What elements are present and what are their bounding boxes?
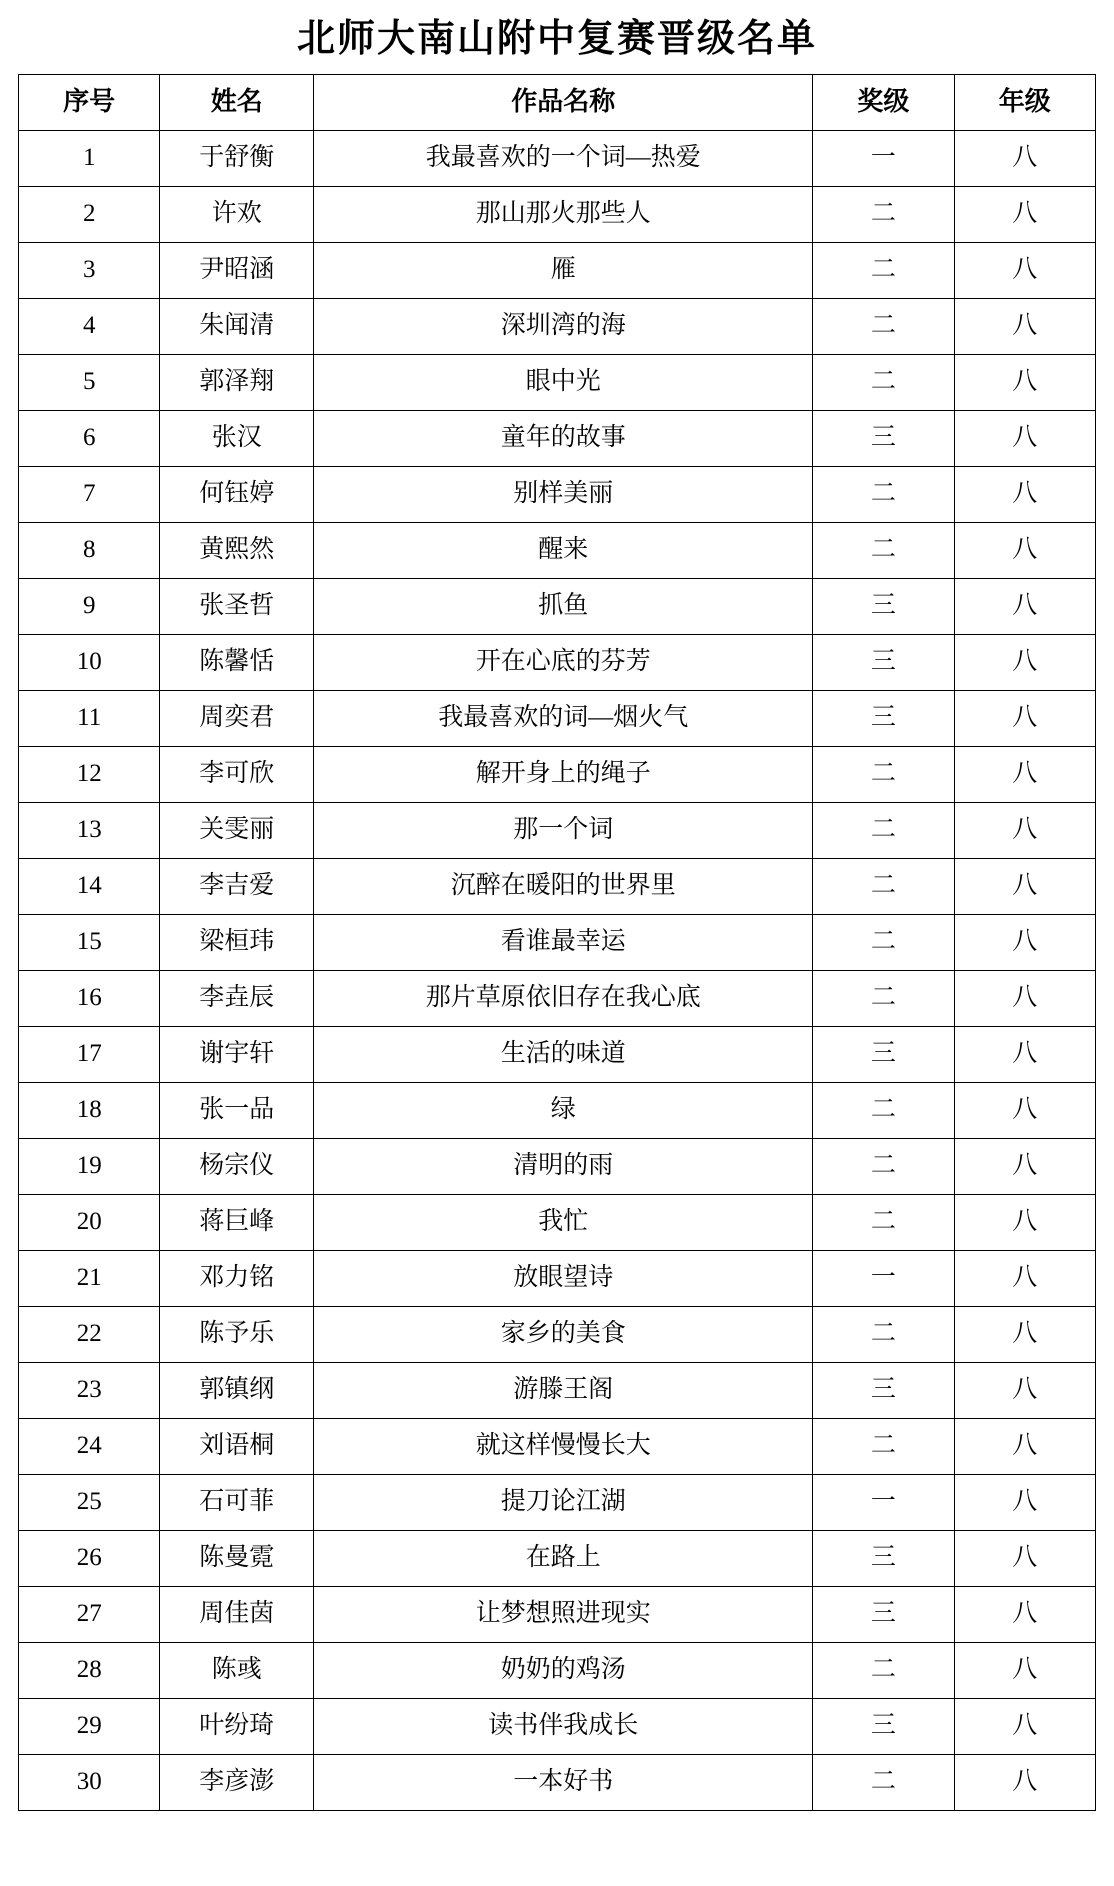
cell-grade: 八 (954, 1194, 1095, 1250)
cell-work: 绿 (314, 1082, 813, 1138)
cell-work: 抓鱼 (314, 578, 813, 634)
cell-work: 深圳湾的海 (314, 298, 813, 354)
cell-work: 提刀论江湖 (314, 1474, 813, 1530)
table-row (19, 1530, 1096, 1586)
cell-grade: 八 (954, 1082, 1095, 1138)
cell-index: 13 (19, 802, 160, 858)
cell-index: 12 (19, 746, 160, 802)
cell-grade: 八 (954, 802, 1095, 858)
cell-work: 我最喜欢的一个词—热爱 (314, 130, 813, 186)
cell-grade: 八 (954, 410, 1095, 466)
cell-award: 二 (813, 802, 954, 858)
cell-name: 朱闻清 (160, 298, 314, 354)
table-row (19, 578, 1096, 634)
cell-grade: 八 (954, 1026, 1095, 1082)
results-table (18, 74, 1096, 1811)
cell-award: 一 (813, 130, 954, 186)
cell-grade: 八 (954, 522, 1095, 578)
cell-award: 二 (813, 522, 954, 578)
table-row (19, 1026, 1096, 1082)
table-row (19, 914, 1096, 970)
cell-index: 1 (19, 130, 160, 186)
cell-work: 一本好书 (314, 1754, 813, 1810)
cell-index: 22 (19, 1306, 160, 1362)
column-header-work: 作品名称 (314, 74, 813, 130)
cell-award: 二 (813, 186, 954, 242)
cell-name: 黄熙然 (160, 522, 314, 578)
table-row (19, 1306, 1096, 1362)
cell-award: 三 (813, 1586, 954, 1642)
table-row (19, 466, 1096, 522)
cell-name: 张圣哲 (160, 578, 314, 634)
table-row (19, 186, 1096, 242)
cell-index: 23 (19, 1362, 160, 1418)
cell-index: 5 (19, 354, 160, 410)
column-header-index: 序号 (19, 74, 160, 130)
cell-work: 别样美丽 (314, 466, 813, 522)
cell-name: 张汉 (160, 410, 314, 466)
cell-work: 那一个词 (314, 802, 813, 858)
cell-index: 11 (19, 690, 160, 746)
table-row (19, 1642, 1096, 1698)
cell-work: 醒来 (314, 522, 813, 578)
cell-award: 一 (813, 1474, 954, 1530)
cell-award: 二 (813, 1194, 954, 1250)
cell-grade: 八 (954, 858, 1095, 914)
cell-name: 李吉爱 (160, 858, 314, 914)
table-row (19, 1698, 1096, 1754)
cell-name: 李垚辰 (160, 970, 314, 1026)
cell-work: 在路上 (314, 1530, 813, 1586)
cell-name: 张一品 (160, 1082, 314, 1138)
cell-index: 25 (19, 1474, 160, 1530)
cell-award: 二 (813, 466, 954, 522)
cell-award: 三 (813, 1530, 954, 1586)
table-row (19, 1754, 1096, 1810)
cell-name: 杨宗仪 (160, 1138, 314, 1194)
table-row (19, 690, 1096, 746)
cell-grade: 八 (954, 970, 1095, 1026)
cell-work: 看谁最幸运 (314, 914, 813, 970)
cell-work: 让梦想照进现实 (314, 1586, 813, 1642)
cell-work: 眼中光 (314, 354, 813, 410)
cell-award: 三 (813, 410, 954, 466)
column-header-award: 奖级 (813, 74, 954, 130)
cell-index: 3 (19, 242, 160, 298)
table-header (19, 74, 1096, 130)
cell-work: 那片草原依旧存在我心底 (314, 970, 813, 1026)
cell-grade: 八 (954, 1306, 1095, 1362)
table-row (19, 354, 1096, 410)
cell-award: 二 (813, 1642, 954, 1698)
cell-name: 周奕君 (160, 690, 314, 746)
cell-name: 陈馨恬 (160, 634, 314, 690)
cell-work: 那山那火那些人 (314, 186, 813, 242)
cell-grade: 八 (954, 354, 1095, 410)
table-row (19, 802, 1096, 858)
cell-work: 生活的味道 (314, 1026, 813, 1082)
table-row (19, 242, 1096, 298)
cell-name: 陈彧 (160, 1642, 314, 1698)
cell-work: 就这样慢慢长大 (314, 1418, 813, 1474)
column-header-name: 姓名 (160, 74, 314, 130)
cell-award: 三 (813, 1698, 954, 1754)
cell-name: 刘语桐 (160, 1418, 314, 1474)
cell-work: 开在心底的芬芳 (314, 634, 813, 690)
cell-grade: 八 (954, 690, 1095, 746)
table-row (19, 858, 1096, 914)
cell-name: 许欢 (160, 186, 314, 242)
cell-index: 15 (19, 914, 160, 970)
table-row (19, 1362, 1096, 1418)
cell-grade: 八 (954, 914, 1095, 970)
cell-grade: 八 (954, 1250, 1095, 1306)
cell-index: 7 (19, 466, 160, 522)
cell-grade: 八 (954, 1698, 1095, 1754)
cell-award: 三 (813, 1362, 954, 1418)
cell-index: 30 (19, 1754, 160, 1810)
cell-index: 16 (19, 970, 160, 1026)
cell-index: 6 (19, 410, 160, 466)
cell-grade: 八 (954, 1754, 1095, 1810)
cell-award: 二 (813, 1418, 954, 1474)
cell-work: 清明的雨 (314, 1138, 813, 1194)
table-row (19, 970, 1096, 1026)
table-row (19, 1418, 1096, 1474)
cell-grade: 八 (954, 1474, 1095, 1530)
cell-work: 雁 (314, 242, 813, 298)
cell-award: 二 (813, 242, 954, 298)
cell-work: 童年的故事 (314, 410, 813, 466)
cell-award: 二 (813, 746, 954, 802)
cell-index: 17 (19, 1026, 160, 1082)
cell-work: 读书伴我成长 (314, 1698, 813, 1754)
cell-award: 三 (813, 634, 954, 690)
cell-name: 李可欣 (160, 746, 314, 802)
cell-award: 三 (813, 578, 954, 634)
cell-grade: 八 (954, 578, 1095, 634)
table-row (19, 522, 1096, 578)
cell-work: 解开身上的绳子 (314, 746, 813, 802)
table-row (19, 298, 1096, 354)
cell-index: 10 (19, 634, 160, 690)
cell-grade: 八 (954, 1586, 1095, 1642)
cell-index: 19 (19, 1138, 160, 1194)
cell-index: 18 (19, 1082, 160, 1138)
table-row (19, 1138, 1096, 1194)
cell-grade: 八 (954, 1418, 1095, 1474)
table-row (19, 1082, 1096, 1138)
cell-work: 我最喜欢的词—烟火气 (314, 690, 813, 746)
cell-award: 三 (813, 690, 954, 746)
cell-grade: 八 (954, 1642, 1095, 1698)
cell-index: 14 (19, 858, 160, 914)
cell-award: 二 (813, 1138, 954, 1194)
cell-grade: 八 (954, 298, 1095, 354)
cell-index: 4 (19, 298, 160, 354)
cell-work: 游滕王阁 (314, 1362, 813, 1418)
cell-work: 沉醉在暖阳的世界里 (314, 858, 813, 914)
cell-award: 二 (813, 354, 954, 410)
cell-name: 邓力铭 (160, 1250, 314, 1306)
table-row (19, 410, 1096, 466)
table-body (19, 130, 1096, 1810)
cell-index: 21 (19, 1250, 160, 1306)
cell-name: 郭镇纲 (160, 1362, 314, 1418)
cell-name: 石可菲 (160, 1474, 314, 1530)
cell-index: 9 (19, 578, 160, 634)
cell-name: 陈曼霓 (160, 1530, 314, 1586)
cell-work: 放眼望诗 (314, 1250, 813, 1306)
table-row (19, 1194, 1096, 1250)
cell-work: 奶奶的鸡汤 (314, 1642, 813, 1698)
page-title: 北师大南山附中复赛晋级名单 (296, 18, 817, 60)
cell-name: 于舒衡 (160, 130, 314, 186)
cell-name: 李彦澎 (160, 1754, 314, 1810)
cell-name: 梁桓玮 (160, 914, 314, 970)
cell-index: 26 (19, 1530, 160, 1586)
cell-grade: 八 (954, 1138, 1095, 1194)
cell-work: 家乡的美食 (314, 1306, 813, 1362)
cell-name: 陈予乐 (160, 1306, 314, 1362)
cell-award: 二 (813, 1082, 954, 1138)
cell-grade: 八 (954, 1530, 1095, 1586)
table-row (19, 1586, 1096, 1642)
cell-grade: 八 (954, 130, 1095, 186)
cell-name: 蒋巨峰 (160, 1194, 314, 1250)
cell-award: 一 (813, 1250, 954, 1306)
cell-award: 二 (813, 858, 954, 914)
cell-grade: 八 (954, 1362, 1095, 1418)
cell-name: 尹昭涵 (160, 242, 314, 298)
cell-grade: 八 (954, 466, 1095, 522)
cell-work: 我忙 (314, 1194, 813, 1250)
cell-name: 关雯丽 (160, 802, 314, 858)
cell-index: 28 (19, 1642, 160, 1698)
cell-award: 二 (813, 1754, 954, 1810)
cell-grade: 八 (954, 242, 1095, 298)
table-row (19, 130, 1096, 186)
table-row (19, 746, 1096, 802)
cell-index: 2 (19, 186, 160, 242)
cell-award: 二 (813, 298, 954, 354)
cell-award: 二 (813, 970, 954, 1026)
cell-index: 29 (19, 1698, 160, 1754)
cell-index: 20 (19, 1194, 160, 1250)
cell-index: 8 (19, 522, 160, 578)
cell-award: 三 (813, 1026, 954, 1082)
cell-award: 二 (813, 1306, 954, 1362)
column-header-grade: 年级 (954, 74, 1095, 130)
table-row (19, 1250, 1096, 1306)
cell-name: 谢宇轩 (160, 1026, 314, 1082)
cell-name: 何钰婷 (160, 466, 314, 522)
cell-name: 叶纷琦 (160, 1698, 314, 1754)
cell-index: 24 (19, 1418, 160, 1474)
cell-index: 27 (19, 1586, 160, 1642)
cell-grade: 八 (954, 186, 1095, 242)
cell-name: 郭泽翔 (160, 354, 314, 410)
table-header-row (19, 74, 1096, 130)
cell-grade: 八 (954, 634, 1095, 690)
table-row (19, 1474, 1096, 1530)
table-row (19, 634, 1096, 690)
cell-grade: 八 (954, 746, 1095, 802)
cell-award: 二 (813, 914, 954, 970)
cell-name: 周佳茵 (160, 1586, 314, 1642)
